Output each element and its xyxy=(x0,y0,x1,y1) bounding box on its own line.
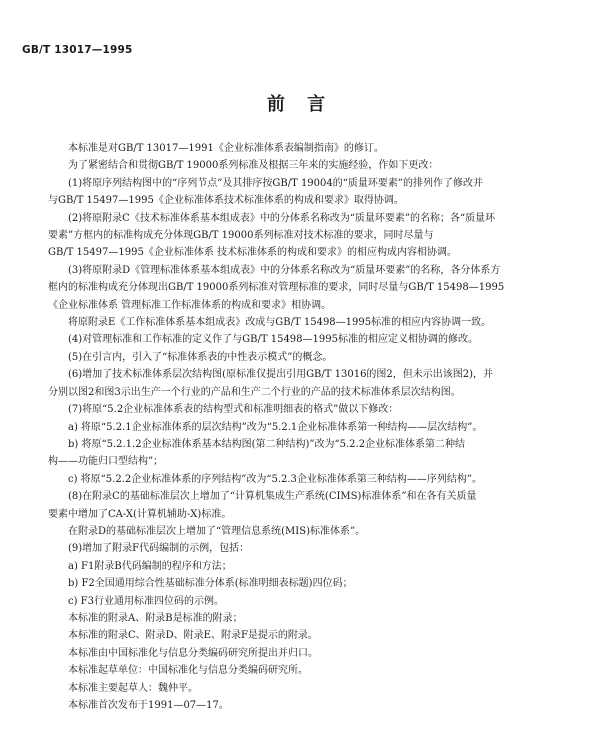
text-line: a) 将原“5.2.1企业标准体系的层次结构”改为“5.2.1企业标准体系第一种结构——层次结构”。 xyxy=(68,421,483,433)
text-line: 本标准由中国标准化与信息分类编码研究所提出并归口。 xyxy=(68,647,318,659)
text-line: 《企业标准体系 管理标准工作标准体系的构成和要求》相协调。 xyxy=(48,299,332,311)
text-line: b) 将原“5.2.1.2企业标准体系基本结构图(第二种结构)”改为“5.2.2企业标准体系第二种结 xyxy=(68,438,466,450)
text-line: 分别以图2和图3示出生产一个行业的产品和生产二个行业的产品的技术标准体系层次结构图。 xyxy=(48,386,461,398)
text-line: 与GB/T 15497—1995《企业标准体系技术标准体系的构成和要求》取得协调。 xyxy=(48,195,404,207)
text-line: (8)在附录C的基础标准层次上增加了“计算机集成生产系统(CIMS)标准体系”和在各有关质量 xyxy=(68,491,477,503)
text-line: 本标准的附录C、附录D、附录E、附录F是提示的附录。 xyxy=(68,630,318,642)
text-line: 为了紧密结合和贯彻GB/T 19000系列标准及根据三年来的实施经验，作如下更改： xyxy=(68,160,439,172)
text-line: GB/T 15497—1995《企业标准体系 技术标准体系的构成和要求》的相应构成内容相协调。 xyxy=(48,247,457,259)
text-line: 本标准主要起草人：魏仲平。 xyxy=(68,682,198,694)
text-line: b) F2全国通用综合性基础标准分体系(标准明细表标题)四位码； xyxy=(68,578,353,590)
text-line: 在附录D的基础标准层次上增加了“管理信息系统(MIS)标准体系”。 xyxy=(68,525,366,537)
text-line: 构——功能归口型结构”； xyxy=(48,456,164,468)
text-line: (6)增加了技术标准体系层次结构图(原标准仅提出引用GB/T 13016的图2，但未示出该图2)，并 xyxy=(68,369,494,381)
page-title: 前 言 xyxy=(266,94,334,115)
text-line: 本标准首次发布于1991—07—17。 xyxy=(68,700,229,711)
text-line: 要素中增加了CA-X(计算机辅助-X)标准。 xyxy=(48,508,232,520)
text-line: (1)将原序列结构图中的“序列节点”及其排序按GB/T 19004的“质量环要素”的排列作了修改并 xyxy=(68,177,483,189)
text-line: 本标准起草单位：中国标准化与信息分类编码研究所。 xyxy=(68,665,308,677)
text-line: 本标准的附录A、附录B是标准的附录； xyxy=(68,612,243,624)
text-line: c) F3行业通用标准四位码的示例。 xyxy=(68,595,224,607)
text-line: c) 将原“5.2.2企业标准体系的序列结构”改为“5.2.3企业标准体系第三种结构——序列结构”。 xyxy=(68,473,483,485)
text-line: 要素”方框内的标准构成充分体现GB/T 19000系列标准对技术标准的要求，同时尽量与 xyxy=(48,230,434,242)
text-line: 框内的标准构成充分体现出GB/T 19000系列标准对管理标准的要求，同时尽量与GB/T 15498—1995 xyxy=(48,282,505,294)
text-line: (7)将原“5.2企业标准体系表的结构型式和标准明细表的格式”做以下修改： xyxy=(68,404,399,416)
text-line: (5)在引言内，引入了“标准体系表的中性表示模式”的概念。 xyxy=(68,351,333,363)
text-line: (2)将原附录C《技术标准体系基本组成表》中的分体系名称改为“质量环要素”的名称；各“质量环 xyxy=(68,212,496,224)
standard-code-header: GB/T 13017—1995 xyxy=(22,44,133,56)
text-line: (9)增加了附录F代码编制的示例，包括： xyxy=(68,543,250,555)
foreword-body xyxy=(48,140,570,714)
text-line: a) F1附录B代码编制的程序和方法； xyxy=(68,560,232,572)
text-line: (4)对管理标准和工作标准的定义作了与GB/T 15498—1995标准的相应定义相协调的修改。 xyxy=(68,334,478,346)
text-line: 本标准是对GB/T 13017—1991《企业标准体系表编制指南》的修订。 xyxy=(68,143,384,154)
text-line: (3)将原附录D《管理标准体系基本组成表》中的分体系名称改为“质量环要素”的名称，各分体系方 xyxy=(68,264,501,276)
text-line: 将原附录E《工作标准体系基本组成表》改成与GB/T 15498—1995标准的相应内容协调一致。 xyxy=(68,317,492,329)
